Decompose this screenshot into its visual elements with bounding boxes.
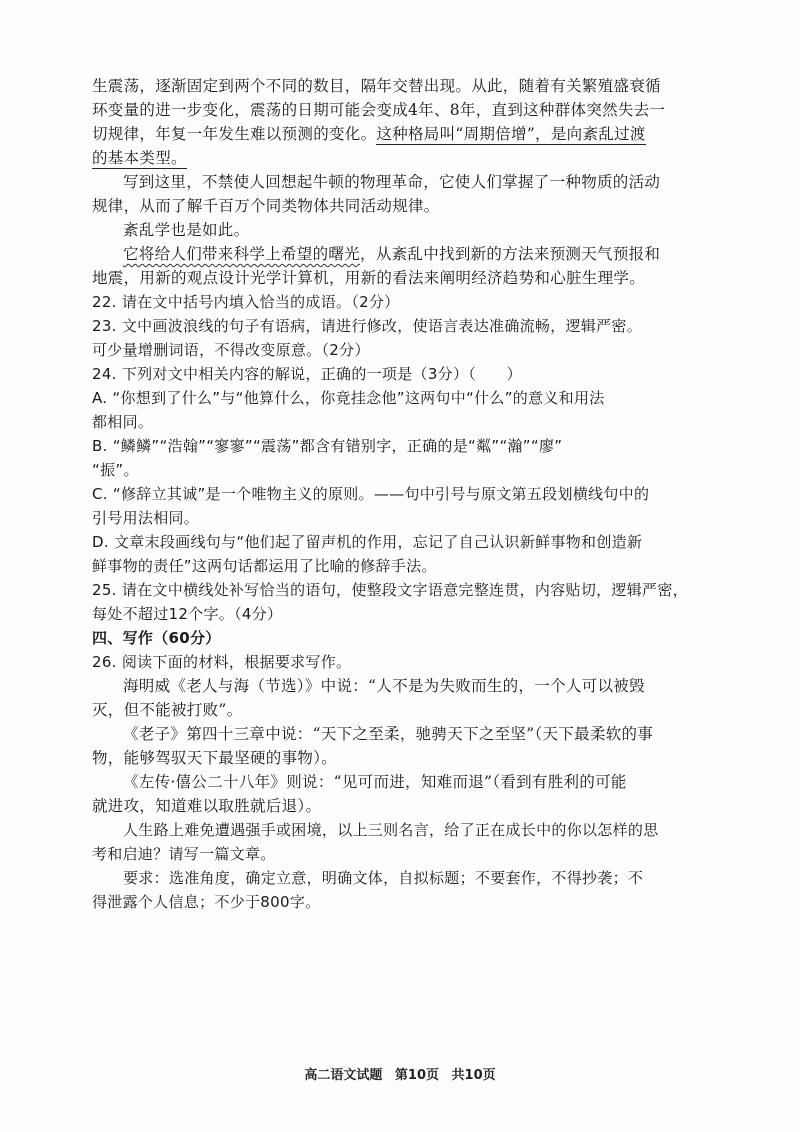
quote-3: 《左传·僖公二十八年》则说：“见可而进，知难而退”（看到有胜利的可能 xyxy=(123,773,627,791)
question-23: 23. 文中画波浪线的句子有语病，请进行修改，使语言表达准确流畅，逻辑严密。 xyxy=(92,317,643,335)
question-26: 26. 阅读下面的材料，根据要求写作。 xyxy=(92,653,352,671)
page-total: 共10页 xyxy=(451,1068,496,1083)
exam-title: 高二语文试题 xyxy=(304,1068,383,1083)
option-c-cont: 引号用法相同。 xyxy=(92,509,200,527)
quote-3-cont: 就进攻，知道难以取胜就后退）。 xyxy=(92,797,322,815)
question-25-cont: 每处不超过12个字。（4分） xyxy=(92,605,283,623)
passage-line xyxy=(92,122,732,146)
passage-text: ，从紊乱中找到新的方法来预测天气预报和 xyxy=(360,245,661,263)
wavy-underlined-sentence: 它将给人们带来科学上希望的曙光 xyxy=(123,245,361,263)
option-a-cont: 都相同。 xyxy=(92,413,154,431)
passage-line xyxy=(92,242,732,266)
passage-line: 规律，从而了解千百万个同类物体共同活动规律。 xyxy=(92,197,440,215)
option-d: D. 文章末段画线句与“他们起了留声机的作用，忘记了自己认识新鲜事物和创造新 xyxy=(92,533,643,551)
underlined-sentence-end: 的基本类型。 xyxy=(92,149,187,167)
underlined-sentence: 这种格局叫“周期倍增”，是向紊乱过渡 xyxy=(376,125,646,143)
passage-text: 切规律，年复一年发生难以预测的变化。 xyxy=(92,125,377,143)
quote-1-cont: 灭，但不能被打败”。 xyxy=(92,701,243,719)
page-content xyxy=(92,74,732,914)
writing-prompt-cont: 考和启迪？请写一篇文章。 xyxy=(92,845,276,863)
passage-line: 紊乱学也是如此。 xyxy=(123,221,250,239)
question-22: 22. 请在文中括号内填入恰当的成语。（2分） xyxy=(92,293,400,311)
writing-prompt: 人生路上难免遭遇强手或困境，以上三则名言，给了正在成长中的你以怎样的思 xyxy=(123,821,659,839)
quote-1: 海明威《老人与海（节选）》中说：“人不是为失败而生的，一个人可以被毁 xyxy=(123,677,645,695)
question-23-cont: 可少量增删词语，不得改变原意。（2分） xyxy=(92,341,370,359)
passage-line: 生震荡，逐渐固定到两个不同的数目，隔年交替出现。从此，随着有关繁殖盛衰循 xyxy=(92,77,661,95)
passage-line: 地震，用新的观点设计光学计算机，用新的看法来阐明经济趋势和心脏生理学。 xyxy=(92,269,646,287)
quote-2: 《老子》第四十三章中说：“天下之至柔，驰骋天下之至坚”（天下最柔软的事 xyxy=(123,725,654,743)
passage-line xyxy=(92,146,732,170)
quote-2-cont: 物，能够驾驭天下最坚硬的事物）。 xyxy=(92,749,338,767)
passage-line: 写到这里，不禁使人回想起牛顿的物理革命，它使人们掌握了一种物质的活动 xyxy=(123,173,661,191)
question-24: 24. 下列对文中相关内容的解说，正确的一项是（3分）（ ） xyxy=(92,365,522,383)
writing-requirements-cont: 得泄露个人信息；不少于800字。 xyxy=(92,893,321,911)
page-number: 第10页 xyxy=(394,1068,439,1083)
writing-requirements: 要求：选准角度，确定立意，明确文体，自拟标题；不要套作，不得抄袭；不 xyxy=(123,869,644,887)
option-d-cont: 鲜事物的责任”这两句话都运用了比喻的修辞手法。 xyxy=(92,557,437,575)
option-b-cont: “振”。 xyxy=(92,461,139,479)
option-b: B. “鳞鳞”“浩翰”“寥寥”“震荡”都含有错别字，正确的是“粼”“瀚”“廖” xyxy=(92,437,563,455)
page-footer xyxy=(0,1064,800,1083)
question-25: 25. 请在文中横线处补写恰当的语句，使整段文字语意完整连贯，内容贴切，逻辑严密， xyxy=(92,581,688,599)
passage-line: 环变量的进一步变化，震荡的日期可能会变成4年、8年，直到这种群体突然失去一 xyxy=(92,101,666,119)
option-c: C. “修辞立其诚”是一个唯物主义的原则。——句中引号与原文第五段划横线句中的 xyxy=(92,485,650,503)
section-title: 四、写作（60分） xyxy=(92,629,221,647)
option-a: A. “你想到了什么”与“他算什么，你竟挂念他”这两句中“什么”的意义和用法 xyxy=(92,389,605,407)
